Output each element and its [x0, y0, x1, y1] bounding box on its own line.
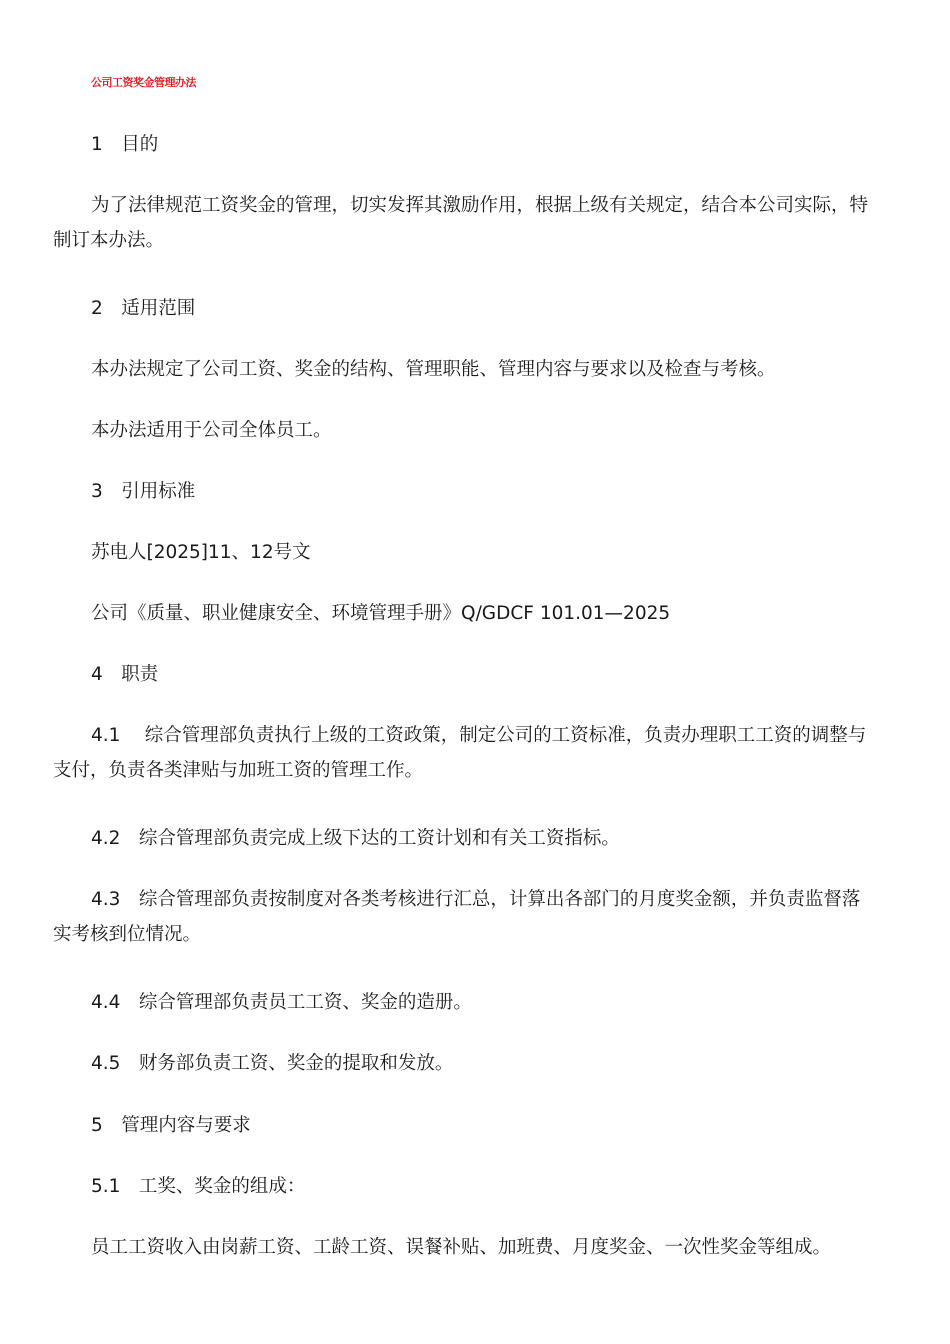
section-4-3-paragraph	[53, 882, 903, 952]
section-4-5-paragraph: 4.5 财务部负责工资、奖金的提取和发放。	[91, 1053, 454, 1074]
paragraph-line: 实考核到位情况。	[53, 924, 202, 945]
section-2-heading: 2 适用范围	[91, 298, 196, 319]
section-5-1-paragraph: 员工工资收入由岗薪工资、工龄工资、误餐补贴、加班费、月度奖金、一次性奖金等组成。	[91, 1237, 832, 1258]
paragraph-line: 4.1 综合管理部负责执行上级的工资政策，制定公司的工资标准，负责办理职工工资的调整与	[91, 725, 867, 746]
section-2-paragraph-1: 本办法规定了公司工资、奖金的结构、管理职能、管理内容与要求以及检查与考核。	[91, 359, 776, 380]
section-3-paragraph-1: 苏电人[2025]11、12号文	[91, 542, 311, 563]
section-5-1-heading: 5.1 工奖、奖金的组成：	[91, 1176, 306, 1197]
section-1-paragraph	[53, 188, 903, 258]
section-2-paragraph-2: 本办法适用于公司全体员工。	[91, 420, 332, 441]
paragraph-line: 为了法律规范工资奖金的管理，切实发挥其激励作用，根据上级有关规定，结合本公司实际，特	[91, 195, 869, 216]
section-4-4-paragraph: 4.4 综合管理部负责员工工资、奖金的造册。	[91, 992, 472, 1013]
paragraph-line: 支付，负责各类津贴与加班工资的管理工作。	[53, 760, 424, 781]
section-5-heading: 5 管理内容与要求	[91, 1115, 251, 1136]
section-4-1-paragraph	[53, 718, 903, 788]
section-4-2-paragraph: 4.2 综合管理部负责完成上级下达的工资计划和有关工资指标。	[91, 828, 620, 849]
section-1-heading: 1 目的	[91, 134, 159, 155]
section-4-heading: 4 职责	[91, 664, 159, 685]
section-3-paragraph-2: 公司《质量、职业健康安全、环境管理手册》Q/GDCF 101.01—2025	[91, 603, 671, 624]
section-3-heading: 3 引用标准	[91, 481, 196, 502]
paragraph-line: 制订本办法。	[53, 230, 165, 251]
paragraph-line: 4.3 综合管理部负责按制度对各类考核进行汇总，计算出各部门的月度奖金额，并负责监督落	[91, 889, 861, 910]
document-title: 公司工资奖金管理办法	[91, 76, 196, 89]
